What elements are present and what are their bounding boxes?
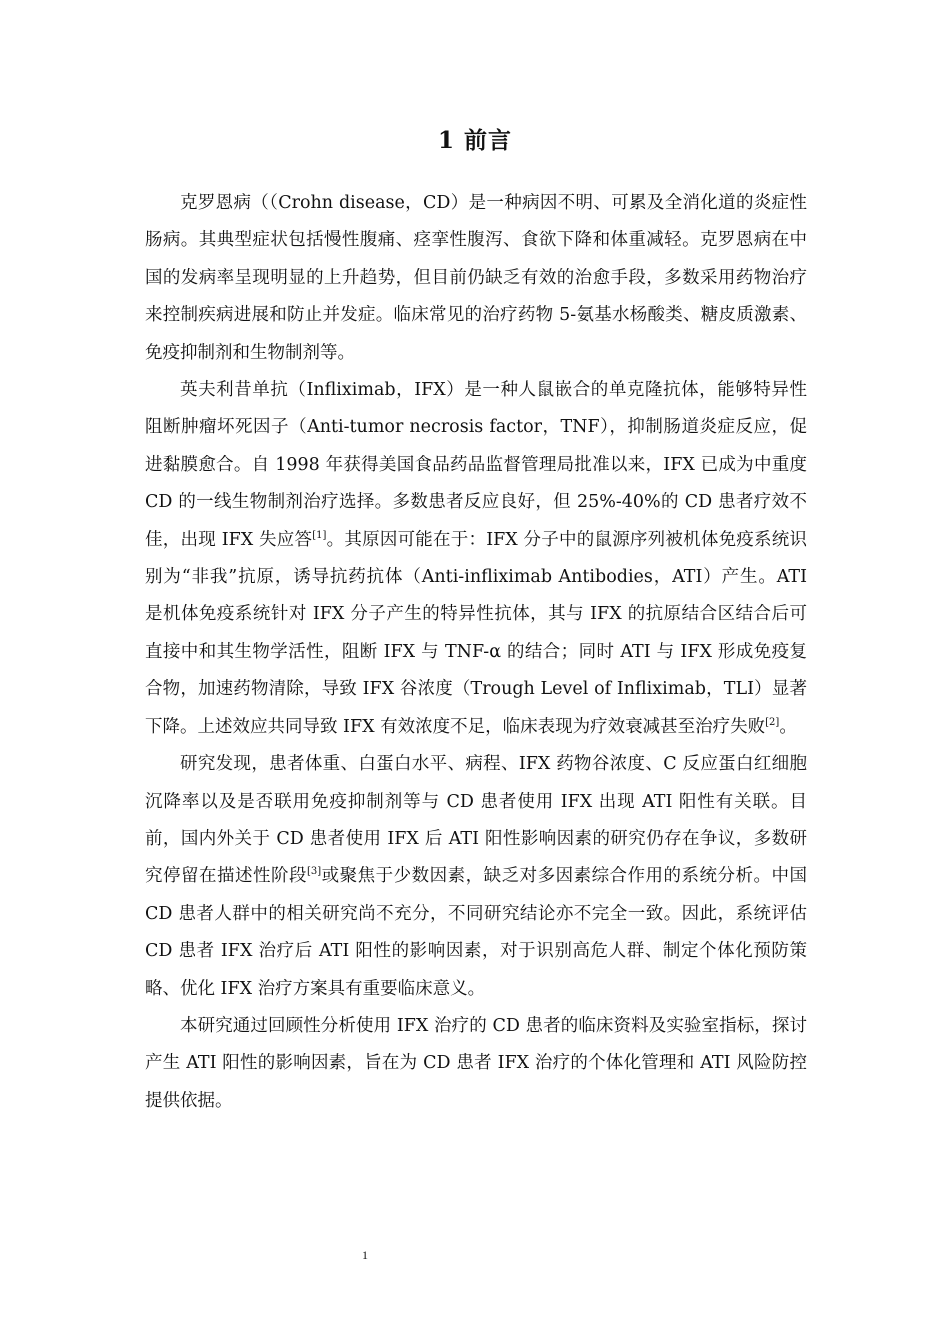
paragraph-3 <box>145 746 807 1008</box>
paragraph-1 <box>145 185 807 372</box>
citation-2: [2] <box>765 716 780 728</box>
paragraph-text: 或聚焦于少数因素，缺乏对多因素综合作用的系统分析。中国 CD 患者人群中的相关研究尚不充分，不同研究结论亦不完全一致。因此，系统评估 CD 患者 IFX 治疗后 ATI 阳性的影响因素，对于识别高危人群、制定个体化预防策略、优化 IFX 治疗方案具有重要临床意义。 <box>145 866 808 999</box>
paragraph-4 <box>145 1008 807 1120</box>
paragraph-2 <box>145 372 807 746</box>
paragraph-text: 。其原因可能在于：IFX 分子中的鼠源序列被机体免疫系统识别为“非我”抗原，诱导抗药抗体（Anti-infliximab Antibodies，ATI）产生。ATI 是机体免疫系统针对 IFX 分子产生的特异性抗体，其与 IFX 的抗原结合区结合后可直接中和其生物学活性，阻断 IFX 与 TNF-α 的结合；同时 ATI 与 IFX 形成免疫复合物，加速药物清除，导致 IFX 谷浓度（Trough Level of Infliximab，TLI）显著下降。上述效应共同导致 IFX 有效浓度不足，临床表现为疗效衰减甚至治疗失败 <box>145 529 808 737</box>
paragraph-text: 研究发现，患者体重、白蛋白水平、病程、IFX 药物谷浓度、C 反应蛋白红细胞沉降率以及是否联用免疫抑制剂等与 CD 患者使用 IFX 出现 ATI 阳性有关联。目前，国内外关于 CD 患者使用 IFX 后 ATI 阳性影响因素的研究仍存在争议，多数研究停留在描述性阶段 <box>145 754 807 887</box>
paragraph-text: 本研究通过回顾性分析使用 IFX 治疗的 CD 患者的临床资料及实验室指标，探讨产生 ATI 阳性的影响因素，旨在为 CD 患者 IFX 治疗的个体化管理和 ATI 风险防控提供依据。 <box>145 1015 807 1111</box>
paragraph-text: 英夫利昔单抗（Infliximab，IFX）是一种人鼠嵌合的单克隆抗体，能够特异性阻断肿瘤坏死因子（Anti-tumor necrosis factor，TNF），抑制肠道炎症反应，促进黏膜愈合。自 1998 年获得美国食品药品监督管理局批准以来，IFX 已成为中重度 CD 的一线生物制剂治疗选择。多数患者反应良好，但 25%-40%的 CD 患者疗效不佳，出现 IFX 失应答 <box>145 380 807 550</box>
section-heading: 1 前言 <box>437 127 512 154</box>
page-number: 1 <box>362 1248 368 1262</box>
paragraph-text: 。 <box>779 716 797 737</box>
citation-1: [1] <box>312 529 327 541</box>
body-text <box>145 185 807 1120</box>
citation-3: [3] <box>306 866 322 878</box>
paragraph-text: 克罗恩病（（Crohn disease，CD）是一种病因不明、可累及全消化道的炎症性肠病。其典型症状包括慢性腹痛、痉挛性腹泻、食欲下降和体重减轻。克罗恩病在中国的发病率呈现明显的上升趋势，但目前仍缺乏有效的治愈手段，多数采用药物治疗来控制疾病进展和防止并发症。临床常见的治疗药物 5-氨基水杨酸类、糖皮质激素、免疫抑制剂和生物制剂等。 <box>145 193 807 363</box>
